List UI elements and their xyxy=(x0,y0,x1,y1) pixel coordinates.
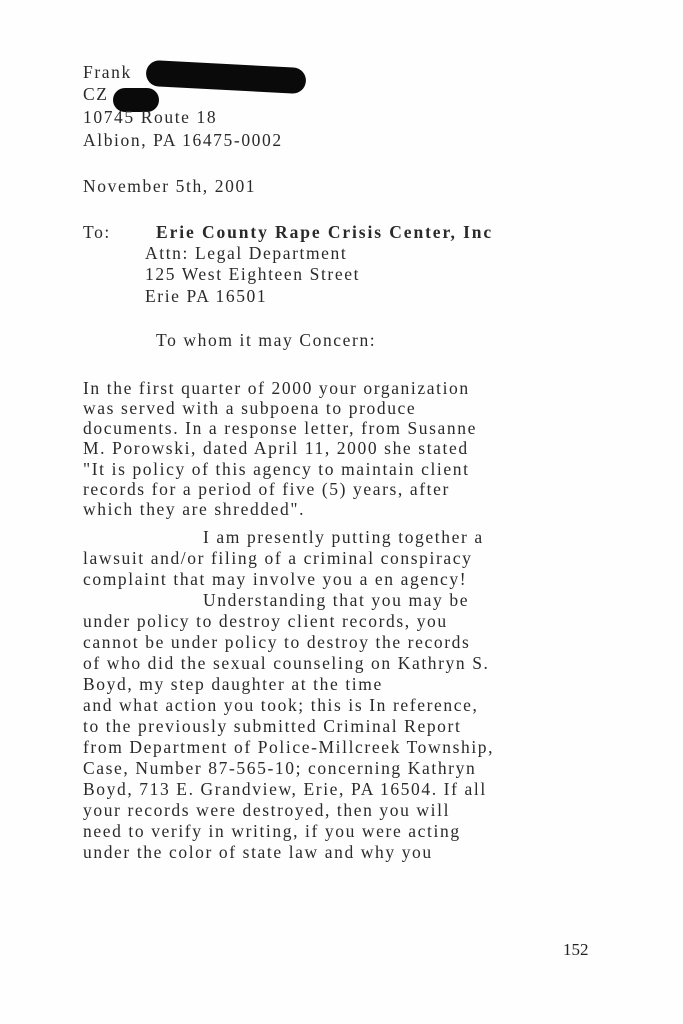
body-line: In the first quarter of 2000 your organization xyxy=(83,378,470,398)
body-line: need to verify in writing, if you were acting xyxy=(83,821,461,841)
body-line: lawsuit and/or filing of a criminal conspiracy xyxy=(83,548,473,568)
letter-date: November 5th, 2001 xyxy=(83,176,257,196)
page-number: 152 xyxy=(563,940,589,959)
sender-city: Albion, PA 16475-0002 xyxy=(83,130,283,150)
body-line: records for a period of five (5) years, after xyxy=(83,479,450,499)
body-line: Case, Number 87-565-10; concerning Kathryn xyxy=(83,758,477,778)
body-line: to the previously submitted Criminal Report xyxy=(83,716,462,736)
body-line: was served with a subpoena to produce xyxy=(83,398,417,418)
body-line: Boyd, my step daughter at the time xyxy=(83,674,383,694)
salutation: To whom it may Concern: xyxy=(156,330,377,350)
body-line: M. Porowski, dated April 11, 2000 she stated xyxy=(83,438,469,458)
recipient-organization: Erie County Rape Crisis Center, Inc xyxy=(156,222,494,242)
redaction-mark-name xyxy=(145,60,306,94)
body-line: and what action you took; this is In reference, xyxy=(83,695,479,715)
body-line: "It is policy of this agency to maintain client xyxy=(83,459,470,479)
body-line: I am presently putting together a xyxy=(203,527,484,547)
body-line: Understanding that you may be xyxy=(203,590,470,610)
to-label: To: xyxy=(83,222,111,242)
recipient-city: Erie PA 16501 xyxy=(145,286,268,306)
body-line: of who did the sexual counseling on Kathryn S. xyxy=(83,653,490,673)
body-line: documents. In a response letter, from Susanne xyxy=(83,418,477,438)
sender-id: CZ xyxy=(83,84,109,104)
body-line: from Department of Police-Millcreek Township, xyxy=(83,737,495,757)
recipient-attn: Attn: Legal Department xyxy=(145,243,348,263)
body-line: which they are shredded". xyxy=(83,499,306,519)
sender-name: Frank xyxy=(83,62,132,82)
body-line: under policy to destroy client records, you xyxy=(83,611,448,631)
body-line: cannot be under policy to destroy the records xyxy=(83,632,471,652)
body-line: Boyd, 713 E. Grandview, Erie, PA 16504. If all xyxy=(83,779,487,799)
body-line: under the color of state law and why you xyxy=(83,842,433,862)
sender-address: 10745 Route 18 xyxy=(83,107,218,127)
recipient-street: 125 West Eighteen Street xyxy=(145,264,361,284)
body-line: complaint that may involve you a en agency! xyxy=(83,569,468,589)
body-line: your records were destroyed, then you will xyxy=(83,800,451,820)
